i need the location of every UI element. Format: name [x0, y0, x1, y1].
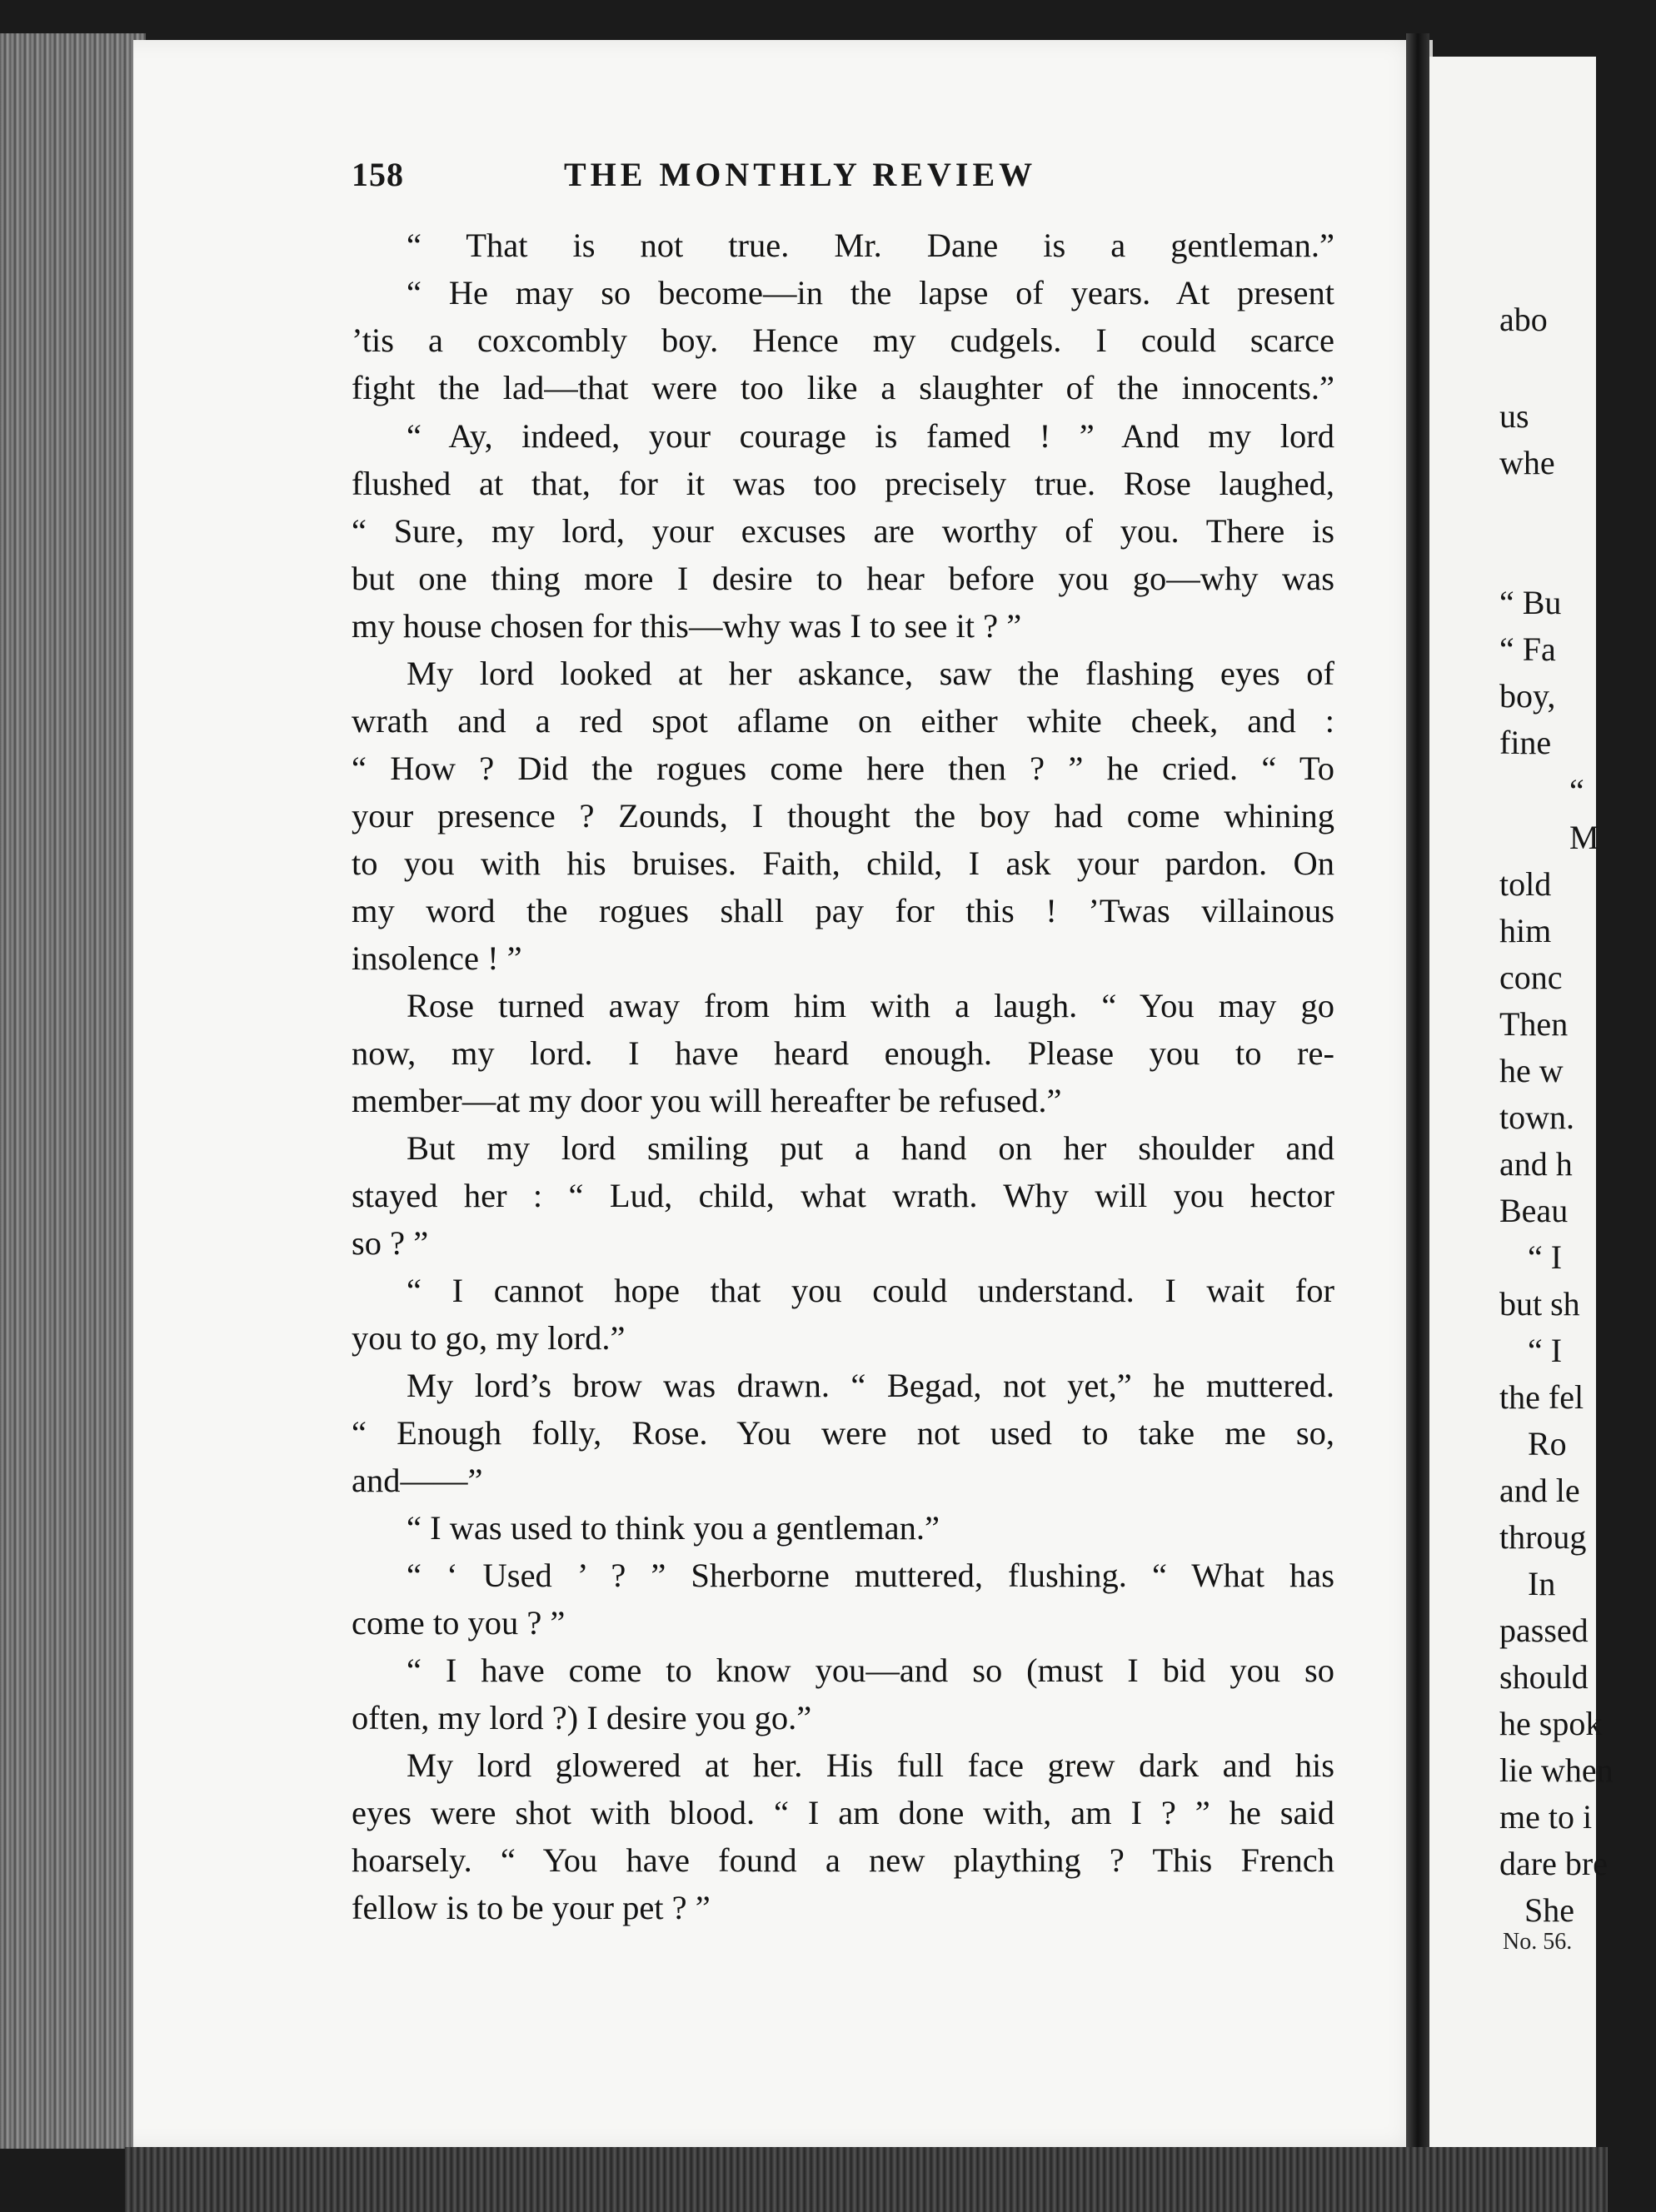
- right-fragment: Ro: [1528, 1425, 1567, 1462]
- text-line: now, my lord. I have heard enough. Please you to re-: [352, 1034, 1334, 1072]
- text-line: come to you ? ”: [352, 1604, 566, 1642]
- text-line: “ ‘ Used ’ ? ” Sherborne muttered, flushing. “ What has: [407, 1557, 1334, 1594]
- text-line: My lord’s brow was drawn. “ Begad, not yet,” he muttered.: [407, 1367, 1334, 1404]
- text-line: fight the lad—that were too like a slaughter of the innocents.”: [352, 369, 1334, 406]
- text-line: hoarsely. “ You have found a new plaything ? This French: [352, 1841, 1334, 1879]
- right-fragment: dare bre: [1499, 1845, 1608, 1882]
- text-line: My lord looked at her askance, saw the flashing eyes of: [407, 655, 1334, 692]
- text-line: “ How ? Did the rogues come here then ? ” he cried. “ To: [352, 750, 1334, 787]
- text-line: “ That is not true. Mr. Dane is a gentleman.”: [407, 227, 1334, 264]
- text-line: often, my lord ?) I desire you go.”: [352, 1699, 812, 1736]
- right-fragment: abo: [1499, 301, 1548, 338]
- right-fragment: whe: [1499, 444, 1555, 481]
- right-fragment: the fel: [1499, 1378, 1584, 1416]
- text-line: Rose turned away from him with a laugh. “ You may go: [407, 987, 1334, 1024]
- text-line: My lord glowered at her. His full face grew dark and his: [407, 1746, 1334, 1784]
- right-fragment: Then: [1499, 1005, 1569, 1043]
- body-text: [352, 222, 1334, 1931]
- text-line: “ Sure, my lord, your excuses are worthy of you. There is: [352, 512, 1334, 550]
- right-fragment: Beau: [1499, 1192, 1569, 1229]
- right-fragment: In: [1528, 1565, 1556, 1602]
- page-stack-edge: [0, 33, 146, 2149]
- text-line: “ I was used to think you a gentleman.”: [407, 1509, 940, 1547]
- text-line: stayed her : “ Lud, child, what wrath. Why will you hector: [352, 1177, 1334, 1214]
- right-fragment: him: [1499, 912, 1552, 949]
- page-bottom-edge: [125, 2147, 1608, 2212]
- text-line: “ Enough folly, Rose. You were not used to take me so,: [352, 1414, 1334, 1452]
- right-fragment: me to i: [1499, 1798, 1593, 1836]
- right-fragment: M: [1569, 819, 1599, 856]
- right-fragment: boy,: [1499, 677, 1556, 715]
- text-line: wrath and a red spot aflame on either white cheek, and :: [352, 702, 1334, 740]
- text-line: to you with his bruises. Faith, child, I ask your pardon. On: [352, 844, 1334, 882]
- text-line: insolence ! ”: [352, 939, 522, 977]
- right-fragment: he w: [1499, 1052, 1564, 1089]
- right-fragment: “ I: [1528, 1332, 1563, 1369]
- right-fragment: “: [1569, 772, 1584, 810]
- running-title: THE MONTHLY REVIEW: [564, 156, 1037, 193]
- right-fragment: “ Fa: [1499, 630, 1556, 668]
- book-gutter: [1406, 33, 1429, 2165]
- right-fragment: passed: [1499, 1612, 1589, 1649]
- right-fragment: he spok: [1499, 1705, 1603, 1742]
- text-line: “ I cannot hope that you could understand. I wait for: [407, 1272, 1334, 1309]
- right-fragment: “ Bu: [1499, 584, 1562, 621]
- right-fragment: lie when: [1499, 1751, 1614, 1789]
- text-line: But my lord smiling put a hand on her shoulder and: [407, 1129, 1334, 1167]
- right-fragment: and h: [1499, 1145, 1573, 1183]
- text-line: flushed at that, for it was too precisely true. Rose laughed,: [352, 465, 1334, 502]
- right-fragment: fine: [1499, 724, 1552, 761]
- right-fragment: but sh: [1499, 1285, 1580, 1323]
- text-line: “ I have come to know you—and so (must I bid you so: [407, 1652, 1334, 1689]
- right-fragment: throug: [1499, 1518, 1587, 1556]
- page-number: 158: [352, 156, 404, 193]
- text-line: ’tis a coxcombly boy. Hence my cudgels. I could scarce: [352, 321, 1334, 359]
- text-line: so ? ”: [352, 1224, 429, 1262]
- text-line: and——”: [352, 1462, 483, 1499]
- text-line: but one thing more I desire to hear before you go—why was: [352, 560, 1334, 597]
- text-line: “ He may so become—in the lapse of years. At present: [407, 274, 1334, 311]
- right-page-text: [1499, 0, 1614, 2212]
- right-fragment: us: [1499, 397, 1529, 435]
- text-line: fellow is to be your pet ? ”: [352, 1889, 711, 1926]
- right-fragment: town.: [1499, 1099, 1574, 1136]
- right-fragment: should: [1499, 1658, 1589, 1696]
- right-fragment: She: [1524, 1891, 1574, 1929]
- right-fragment: and le: [1499, 1472, 1580, 1509]
- right-fragment: conc: [1499, 959, 1563, 996]
- text-line: eyes were shot with blood. “ I am done with, am I ? ” he said: [352, 1794, 1334, 1831]
- running-head: [352, 155, 1389, 205]
- text-line: my house chosen for this—why was I to see it ? ”: [352, 607, 1022, 645]
- text-line: my word the rogues shall pay for this ! ’Twas villainous: [352, 892, 1334, 929]
- text-line: you to go, my lord.”: [352, 1319, 626, 1357]
- text-line: your presence ? Zounds, I thought the boy had come whining: [352, 797, 1334, 834]
- right-fragment: “ I: [1528, 1238, 1563, 1276]
- text-line: “ Ay, indeed, your courage is famed ! ” And my lord: [407, 417, 1334, 455]
- right-fragment: told: [1499, 865, 1552, 903]
- right-page-footer: No. 56.: [1503, 1929, 1573, 1955]
- text-line: member—at my door you will hereafter be refused.”: [352, 1082, 1062, 1119]
